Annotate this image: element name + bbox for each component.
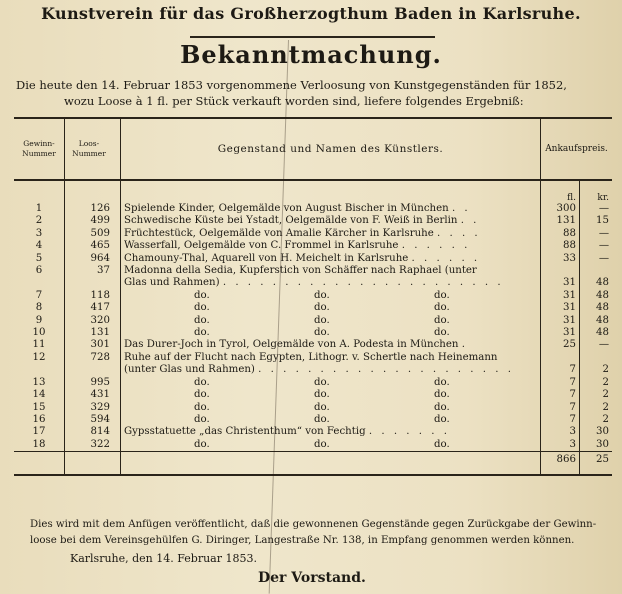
price-fl: 25: [563, 339, 576, 351]
ditto-mark: do.: [314, 401, 330, 413]
gewinn-nummer: 17: [14, 426, 65, 438]
price-fl: 88: [563, 240, 576, 252]
loos-nummer: 465: [65, 240, 121, 252]
place-date: Karlsruhe, den 14. Februar 1853.: [70, 552, 257, 565]
gewinn-nummer: 5: [14, 253, 65, 265]
gewinn-nummer: 10: [14, 327, 65, 339]
price-fl: 7: [569, 401, 576, 413]
ditto-mark: do.: [194, 327, 210, 339]
bottom-cell: [14, 468, 65, 475]
table-row: [14, 389, 612, 401]
lottery-results-table: [14, 117, 612, 476]
price-fl: 31: [563, 302, 576, 314]
gewinn-nummer: 12: [14, 352, 65, 364]
gewinn-nummer: 1: [14, 203, 65, 215]
ditto-mark: do.: [434, 302, 450, 314]
gegenstand-text: Ruhe auf der Flucht nach Egypten, Lithogr. v. Schertle nach Heinemann: [124, 351, 498, 363]
table-row: [14, 203, 612, 215]
gewinn-nummer: [14, 277, 65, 289]
loos-nummer: 37: [65, 265, 121, 277]
table-row: [14, 290, 612, 302]
gegenstand-cell: [121, 253, 541, 265]
unit-kr: kr.: [580, 180, 613, 203]
gegenstand-text: Glas und Rahmen): [124, 277, 220, 289]
footer-line-1: Dies wird mit dem Anfügen veröffentlicht, daß die gewonnenen Gegenstände gegen Zurückgabe der Gewinn-: [30, 519, 597, 530]
units-row: [14, 180, 612, 203]
header-gewinn-nummer: Gewinn-Nummer: [14, 118, 65, 180]
gegenstand-cell: [121, 402, 541, 414]
society-heading: Kunstverein für das Großherzogthum Baden in Karlsruhe.: [41, 4, 581, 23]
gegenstand-text: (unter Glas und Rahmen): [124, 364, 255, 376]
price-fl: 7: [569, 364, 576, 376]
footer-line-2: loose bei dem Vereinsgehülfen G. Diringer, Langestraße Nr. 138, in Empfang genommen werden können.: [30, 535, 575, 546]
header-ankaufspreis: Ankaufspreis.: [541, 118, 613, 180]
leader-dots: . . . . . . . . . . . . . . . . . . . . . . .: [222, 277, 504, 289]
gegenstand-text: Gypsstatuette „das Christenthum“ von Fechtig: [124, 426, 366, 438]
table-row: [14, 327, 612, 339]
leader-dots: . . . . . . .: [368, 426, 450, 438]
price-fl: 31: [563, 277, 576, 289]
loos-nummer: 509: [65, 228, 121, 240]
heading-rule: [190, 36, 435, 38]
gegenstand-cell: [121, 426, 541, 438]
gewinn-nummer: [14, 364, 65, 376]
price-fl: 3: [569, 438, 576, 450]
gegenstand-cell: [121, 352, 541, 364]
gewinn-nummer: 6: [14, 265, 65, 277]
ditto-mark: do.: [314, 376, 330, 388]
ditto-mark: do.: [194, 413, 210, 425]
ditto-mark: do.: [434, 438, 450, 450]
gegenstand-cell: [121, 339, 541, 351]
price-fl: 131: [556, 215, 576, 227]
total-empty-1: [14, 452, 65, 469]
price-fl: 31: [563, 327, 576, 339]
gegenstand-cell: [121, 439, 541, 452]
table-body: [14, 180, 612, 475]
ditto-mark: do.: [314, 413, 330, 425]
gewinn-nummer: 4: [14, 240, 65, 252]
price-kr: 2: [580, 402, 613, 414]
price-fl: 88: [563, 227, 576, 239]
price-kr: 48: [580, 302, 613, 314]
price-kr: 48: [580, 315, 613, 327]
leader-dots: . . . .: [437, 227, 481, 239]
price-kr: —: [580, 240, 613, 252]
loos-nummer: 814: [65, 426, 121, 438]
gewinn-nummer: 11: [14, 339, 65, 351]
price-kr: 48: [580, 290, 613, 302]
loos-nummer: 594: [65, 414, 121, 426]
ditto-mark: do.: [194, 389, 210, 401]
price-kr: —: [580, 228, 613, 240]
gegenstand-text: Wasserfall, Oelgemälde von C. Frommel in Karlsruhe: [124, 240, 399, 252]
header-loos-nummer: Loos-Nummer: [65, 118, 121, 180]
table-bottom-row: [14, 468, 612, 475]
gegenstand-cell: [121, 377, 541, 389]
price-fl: 31: [563, 289, 576, 301]
gegenstand-text: Madonna della Sedia, Kupferstich von Schäffer nach Raphael (unter: [124, 265, 477, 277]
leader-dots: . .: [460, 215, 480, 227]
price-fl: 31: [563, 314, 576, 326]
table-row: [14, 228, 612, 240]
table-row: [14, 240, 612, 252]
gegenstand-text: Chamouny-Thal, Aquarell von H. Meichelt in Karlsruhe: [124, 252, 409, 264]
price-kr: 2: [580, 364, 613, 376]
intro-paragraph: [16, 77, 616, 109]
gewinn-nummer: 3: [14, 228, 65, 240]
gewinn-nummer: 7: [14, 290, 65, 302]
gegenstand-text: Spielende Kinder, Oelgemälde von August Bischer in München: [124, 203, 449, 214]
signature: Der Vorstand.: [258, 570, 366, 586]
table-header-row: [14, 118, 612, 180]
loos-nummer: [65, 364, 121, 376]
total-empty-2: [65, 452, 121, 469]
price-kr: 48: [580, 277, 613, 289]
ditto-mark: do.: [314, 289, 330, 301]
total-kr: 25: [580, 452, 613, 469]
loos-nummer: 322: [65, 439, 121, 452]
ditto-mark: do.: [194, 376, 210, 388]
gewinn-nummer: 16: [14, 414, 65, 426]
price-fl: 7: [569, 413, 576, 425]
price-kr: —: [580, 339, 613, 351]
gegenstand-text: Das Durer-Joch in Tyrol, Oelgemälde von A. Podesta in München: [124, 339, 459, 351]
ditto-mark: do.: [434, 327, 450, 339]
gegenstand-cell: [121, 364, 541, 376]
loos-nummer: 499: [65, 215, 121, 227]
ditto-mark: do.: [194, 314, 210, 326]
loos-nummer: 126: [65, 203, 121, 215]
gegenstand-cell: [121, 327, 541, 339]
price-fl: 7: [569, 376, 576, 388]
gegenstand-cell: [121, 203, 541, 215]
ditto-mark: do.: [434, 314, 450, 326]
leader-dots: . .: [451, 203, 471, 214]
gewinn-nummer: 14: [14, 389, 65, 401]
gegenstand-cell: [121, 290, 541, 302]
ditto-mark: do.: [434, 389, 450, 401]
loos-nummer: 329: [65, 402, 121, 414]
price-kr: —: [580, 253, 613, 265]
bottom-cell: [65, 468, 121, 475]
total-row: [14, 452, 612, 469]
gegenstand-cell: [121, 215, 541, 227]
table-row: [14, 364, 612, 376]
price-kr: 2: [580, 414, 613, 426]
gegenstand-cell: [121, 240, 541, 252]
gegenstand-cell: [121, 315, 541, 327]
loos-nummer: 320: [65, 315, 121, 327]
table-row: [14, 339, 612, 351]
price-kr: [580, 352, 613, 364]
gegenstand-cell: [121, 389, 541, 401]
price-kr: 48: [580, 327, 613, 339]
notice-title: Bekanntmachung.: [180, 40, 442, 69]
leader-dots: . . . . . .: [401, 240, 471, 252]
gegenstand-cell: [121, 414, 541, 426]
loos-nummer: 301: [65, 339, 121, 351]
gewinn-nummer: 18: [14, 439, 65, 452]
price-kr: —: [580, 203, 613, 215]
table-row: [14, 439, 612, 452]
leader-dots: . . . . . .: [411, 252, 481, 264]
total-empty-3: [121, 452, 541, 469]
ditto-mark: do.: [434, 413, 450, 425]
gewinn-nummer: 2: [14, 215, 65, 227]
gegenstand-cell: [121, 302, 541, 314]
ditto-mark: do.: [194, 438, 210, 450]
price-fl: 7: [569, 389, 576, 401]
table-row: [14, 302, 612, 314]
loos-nummer: 964: [65, 253, 121, 265]
intro-line-2: wozu Loose à 1 fl. per Stück verkauft worden sind, liefere folgendes Ergebniß:: [64, 94, 524, 108]
price-fl: 300: [556, 203, 576, 214]
bottom-cell: [580, 468, 613, 475]
ditto-mark: do.: [314, 327, 330, 339]
gegenstand-cell: [121, 265, 541, 277]
intro-line-1: Die heute den 14. Februar 1853 vorgenommene Verloosung von Kunstgegenständen für 1852,: [16, 78, 567, 92]
table-row: [14, 402, 612, 414]
gewinn-nummer: 8: [14, 302, 65, 314]
ditto-mark: do.: [314, 314, 330, 326]
gewinn-nummer: 9: [14, 315, 65, 327]
price-fl: 3: [569, 426, 576, 438]
table-row: [14, 277, 612, 289]
ditto-mark: do.: [194, 289, 210, 301]
ditto-mark: do.: [314, 302, 330, 314]
gegenstand-text: Früchtestück, Oelgemälde von Amalie Kärcher in Karlsruhe: [124, 227, 434, 239]
loos-nummer: [65, 277, 121, 289]
ditto-mark: do.: [314, 389, 330, 401]
table-row: [14, 377, 612, 389]
price-kr: 2: [580, 389, 613, 401]
total-fl: 866: [541, 452, 580, 469]
price-kr: 15: [580, 215, 613, 227]
loos-nummer: 118: [65, 290, 121, 302]
loos-nummer: 131: [65, 327, 121, 339]
price-fl: [541, 265, 580, 277]
leader-dots: . . . . . . . . . . . . . . . . . . . . .: [258, 364, 514, 376]
table-row: [14, 352, 612, 364]
footer-paragraph: [30, 517, 610, 549]
loos-nummer: 995: [65, 377, 121, 389]
ditto-mark: do.: [194, 302, 210, 314]
table-row: [14, 265, 612, 277]
gewinn-nummer: 15: [14, 402, 65, 414]
price-fl: [541, 352, 580, 364]
leader-dots: .: [461, 339, 468, 351]
bottom-cell: [541, 468, 580, 475]
table-row: [14, 426, 612, 438]
price-kr: 30: [580, 439, 613, 452]
loos-nummer: 728: [65, 352, 121, 364]
loos-nummer: 417: [65, 302, 121, 314]
price-kr: [580, 265, 613, 277]
price-kr: 30: [580, 426, 613, 438]
unit-fl: fl.: [567, 193, 576, 203]
bottom-cell: [121, 468, 541, 475]
price-fl: 33: [563, 252, 576, 264]
loos-nummer: 431: [65, 389, 121, 401]
gegenstand-cell: [121, 277, 541, 289]
gegenstand-cell: [121, 228, 541, 240]
ditto-mark: do.: [194, 401, 210, 413]
gewinn-nummer: 13: [14, 377, 65, 389]
gegenstand-text: Schwedische Küste bei Ystadt, Oelgemälde von F. Weiß in Berlin: [124, 215, 458, 227]
table-row: [14, 315, 612, 327]
price-kr: 2: [580, 377, 613, 389]
ditto-mark: do.: [314, 438, 330, 450]
table-row: [14, 215, 612, 227]
ditto-mark: do.: [434, 289, 450, 301]
ditto-mark: do.: [434, 376, 450, 388]
ditto-mark: do.: [434, 401, 450, 413]
table-row: [14, 253, 612, 265]
header-gegenstand: Gegenstand und Namen des Künstlers.: [121, 118, 541, 180]
table-row: [14, 414, 612, 426]
